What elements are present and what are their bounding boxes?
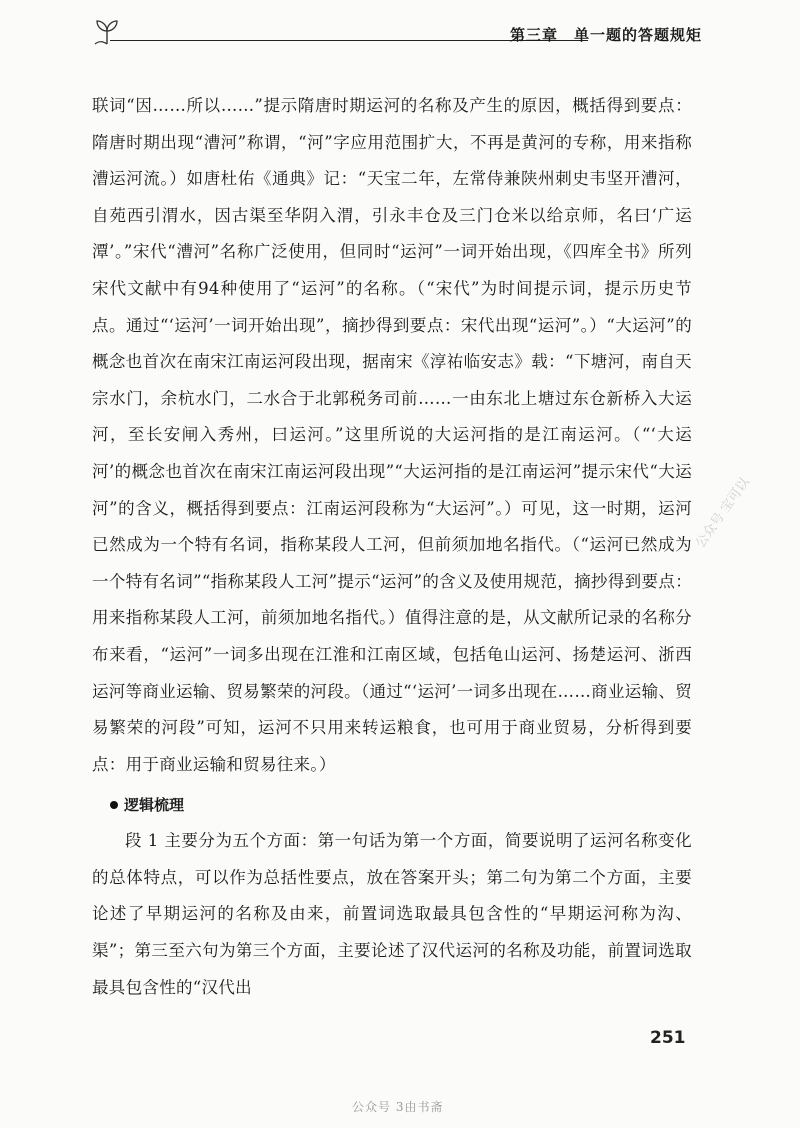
section-heading-text: 逻辑梳理 (124, 796, 185, 815)
body-text (92, 88, 692, 1006)
chapter-title: 单一题的答题规矩 (573, 26, 702, 44)
watermark: 公众号 宝可以 (693, 475, 753, 551)
bullet-icon (110, 801, 118, 809)
running-header (92, 18, 702, 48)
watermark-footer: 公众号 3由书斋 (352, 1100, 444, 1114)
section-paragraph: 段 1 主要分为五个方面：第一句话为第一个方面，简要说明了运河名称变化的总体特点，可以作为总括性要点，放在答案开头；第二句为第二个方面，主要论述了早期运河的名称及由来，前置词选取最具包含性的“早期运河称为沟、渠”；第三至六句为第三个方面，主要论述了汉代运河的名称及功能，前置词选取最具包含性的“汉代出 (92, 831, 692, 997)
chapter-label: 第三章 (509, 26, 558, 44)
section-heading (92, 787, 692, 823)
sprout-icon (92, 18, 122, 46)
chapter-heading (510, 24, 702, 45)
page-number: 251 (650, 1028, 686, 1048)
paragraph: 联词“因……所以……”提示隋唐时期运河的名称及产生的原因，概括得到要点：隋唐时期出现“漕河”称谓，“河”字应用范围扩大，不再是黄河的专称，用来指称漕运河流。）如唐杜佑《通典》记：“天宝二年，左常侍兼陕州刺史韦坚开漕河，自苑西引渭水，因古渠至华阴入渭，引永丰仓及三门仓米以给京师，名曰‘广运潭’。”宋代“漕河”名称广泛使用，但同时“运河”一词开始出现，《四库全书》所列宋代文献中有94种使用了“运河”的名称。（“宋代”为时间提示词，提示历史节点。通过“‘运河’一词开始出现”，摘抄得到要点：宋代出现“运河”。）“大运河”的概念也首次在南宋江南运河段出现，据南宋《淳祐临安志》载：“下塘河，南自天宗水门，余杭水门，二水合于北郭税务司前……一由东北上塘过东仓新桥入大运河，至长安闸入秀州，曰运河。”这里所说的大运河指的是江南运河。（“‘大运河’的概念也首次在南宋江南运河段出现”“大运河指的是江南运河”提示宋代“大运河”的含义，概括得到要点：江南运河段称为“大运河”。）可见，这一时期，运河已然成为一个特有名词，指称某段人工河，但前须加地名指代。（“运河已然成为一个特有名词”“指称某段人工河”提示“运河”的含义及使用规范，摘抄得到要点：用来指称某段人工河，前须加地名指代。）值得注意的是，从文献所记录的名称分布来看，“运河”一词多出现在江淮和江南区域，包括龟山运河、扬楚运河、浙西运河等商业运输、贸易繁荣的河段。（通过“‘运河’一词多出现在……商业运输、贸易繁荣的河段”可知，运河不只用来转运粮食，也可用于商业贸易，分析得到要点：用于商业运输和贸易往来。） (92, 96, 692, 774)
